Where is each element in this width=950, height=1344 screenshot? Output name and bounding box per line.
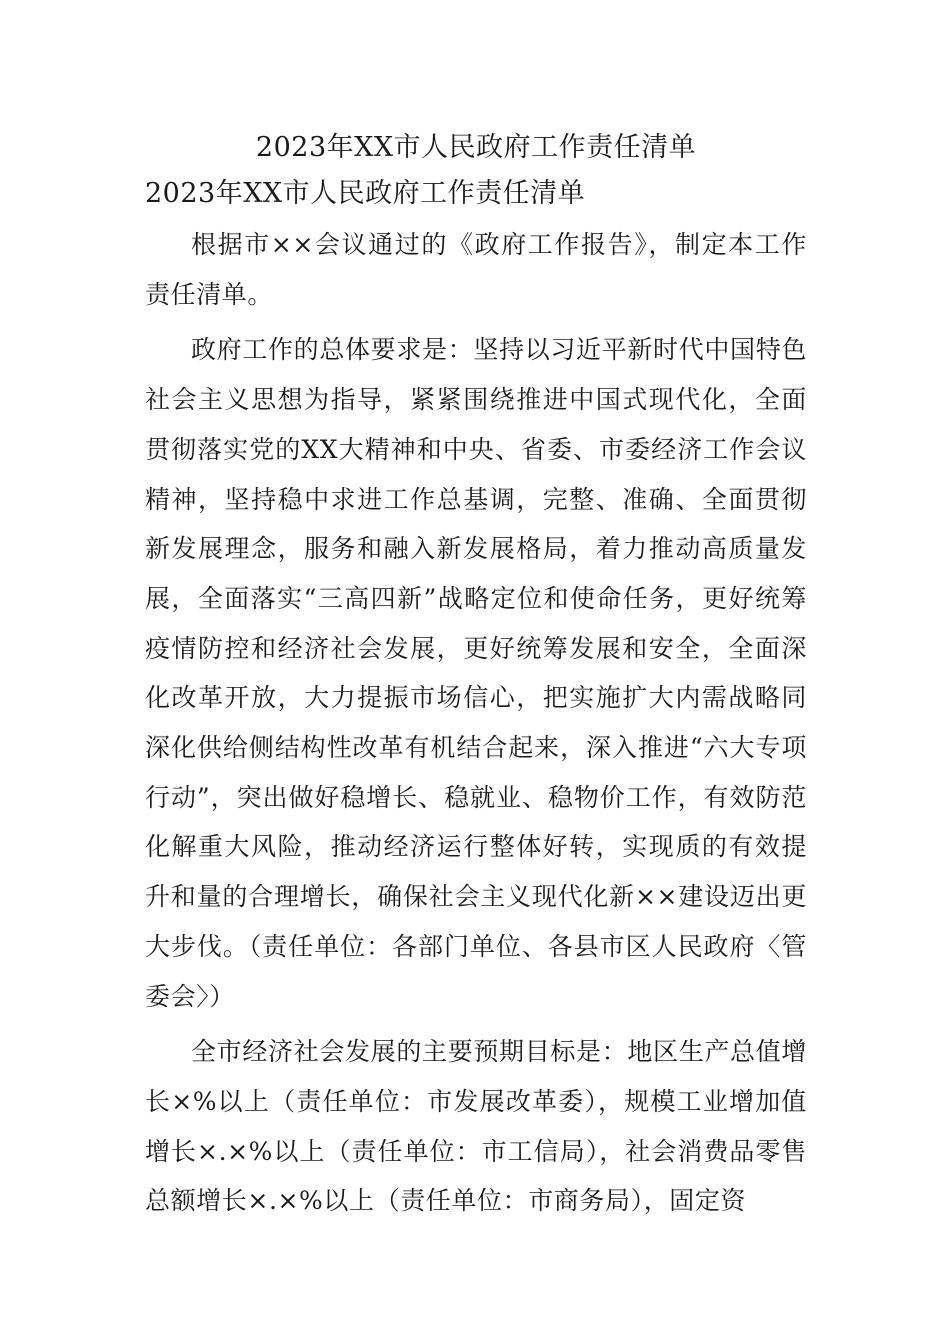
paragraph-intro: 根据市××会议通过的《政府工作报告》，制定本工作责任清单。	[145, 230, 807, 309]
document-subtitle: 2023年XX市人民政府工作责任清单	[145, 178, 586, 209]
document-title: 2023年XX市人民政府工作责任清单	[255, 132, 697, 163]
paragraph-main-targets: 全市经济社会发展的主要预期目标是：地区生产总值增长×%以上（责任单位：市发展改革委），规模工业增加值增长×.×%以上（责任单位：市工信局），社会消费品零售总额增长×.×%以上（责任单位：市商务局），固定资	[145, 1037, 807, 1216]
paragraph-general-requirements: 政府工作的总体要求是：坚持以习近平新时代中国特色社会主义思想为指导，紧紧围绕推进中国式现代化，全面贯彻落实党的XX大精神和中央、省委、市委经济工作会议精神，坚持稳中求进工作总基调，完整、准确、全面贯彻新发展理念，服务和融入新发展格局，着力推动高质量发展，全面落实“三高四新”战略定位和使命任务，更好统筹疫情防控和经济社会发展，更好统筹发展和安全，全面深化改革开放，大力提振市场信心，把实施扩大内需战略同深化供给侧结构性改革有机结合起来，深入推进“六大专项行动”，突出做好稳增长、稳就业、稳物价工作，有效防范化解重大风险，推动经济运行整体好转，实现质的有效提升和量的合理增长，确保社会主义现代化新××建设迈出更大步伐。（责任单位：各部门单位、各县市区人民政府〈管委会〉）	[145, 335, 807, 1011]
document-body	[145, 128, 807, 1226]
